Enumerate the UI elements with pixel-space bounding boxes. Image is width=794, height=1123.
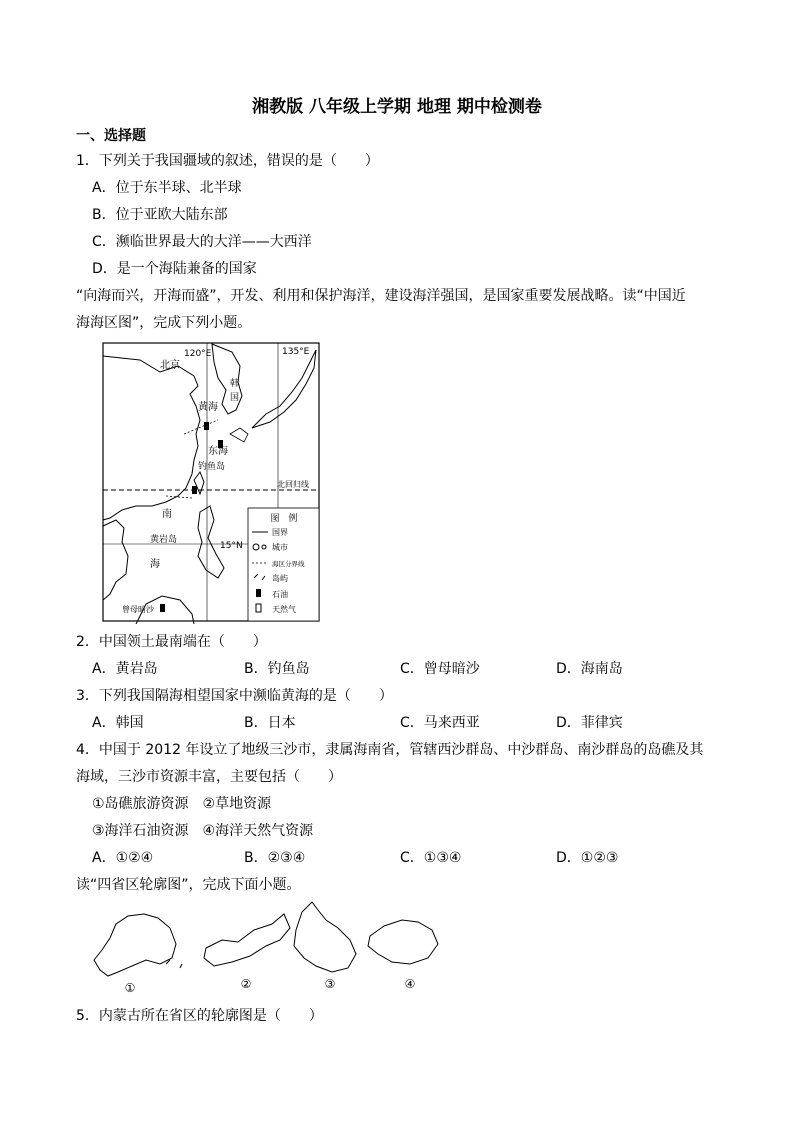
- question-2-stem: 2．中国领土最南端在（ ）: [76, 634, 267, 650]
- question-5-stem: 5．内蒙古所在省区的轮廓图是（ ）: [76, 1008, 323, 1024]
- outline-label-4: ④: [404, 977, 416, 991]
- question-3-option-d[interactable]: D．菲律宾: [556, 715, 623, 731]
- outline-4: [368, 920, 438, 964]
- legend-title: 图 例: [270, 514, 298, 524]
- map-label-huangyandao: 黄岩岛: [150, 535, 178, 545]
- section-heading: 一、选择题: [76, 128, 146, 144]
- question-4-option-d[interactable]: D．①②③: [556, 850, 619, 866]
- question-2-option-a[interactable]: A．黄岩岛: [92, 661, 158, 677]
- material-intro-line-2: 海海区图”，完成下列小题。: [76, 315, 252, 331]
- map-label-diaoyudao: 钓鱼岛: [198, 462, 226, 472]
- question-4-stem-line-2: 海域，三沙市资源丰富，主要包括（ ）: [76, 769, 342, 785]
- question-4-choices-line-2: ③海洋石油资源 ④海洋天然气资源: [92, 823, 314, 839]
- question-3-option-b[interactable]: B．日本: [244, 715, 296, 731]
- map-label-nanhai-2: 海: [150, 559, 160, 570]
- outline-1: [94, 914, 176, 976]
- page-title: 湘教版 八年级上学期 地理 期中检测卷: [252, 97, 542, 117]
- map-label-korea-1: 韩: [230, 379, 240, 389]
- map-label-nanhai-1: 南: [162, 509, 172, 520]
- outline-3: [294, 902, 356, 972]
- question-2-option-c[interactable]: C．曾母暗沙: [400, 661, 480, 677]
- question-2-option-b[interactable]: B．钓鱼岛: [244, 661, 310, 677]
- question-1-stem: 1．下列关于我国疆域的叙述，错误的是（ ）: [76, 153, 379, 169]
- question-4-option-b[interactable]: B．②③④: [244, 850, 306, 866]
- map-label-120e: 120°E: [184, 349, 212, 359]
- province-outlines: [88, 900, 444, 996]
- question-1-option-a[interactable]: A．位于东半球、北半球: [92, 180, 242, 196]
- map-label-beijing: 北京: [160, 360, 180, 371]
- map-label-zengmu: 曾母暗沙: [122, 605, 154, 614]
- question-3-option-c[interactable]: C．马来西亚: [400, 715, 480, 731]
- oil-marker: [192, 486, 197, 494]
- question-4-option-c[interactable]: C．①③④: [400, 850, 462, 866]
- question-3-stem: 3．下列我国隔海相望国家中濒临黄海的是（ ）: [76, 688, 393, 704]
- question-1-option-b[interactable]: B．位于亚欧大陆东部: [92, 207, 228, 223]
- outline-label-3: ③: [324, 977, 336, 991]
- question-1-option-d[interactable]: D．是一个海陆兼备的国家: [92, 261, 257, 277]
- map-label-135e: 135°E: [282, 347, 310, 357]
- question-4-stem-line-1: 4．中国于 2012 年设立了地级三沙市，隶属海南省，管辖西沙群岛、中沙群岛、南沙群岛的岛礁及其: [76, 742, 704, 758]
- legend-item: 国界: [272, 528, 288, 537]
- outline-label-1: ①: [124, 981, 136, 995]
- map-label-15n: 15°N: [220, 541, 243, 551]
- map-label-tropic: 北回归线: [277, 480, 309, 489]
- question-1-option-c[interactable]: C．濒临世界最大的大洋——大西洋: [92, 234, 312, 250]
- legend-item: 海区分界线: [272, 560, 305, 568]
- question-4-option-a[interactable]: A．①②④: [92, 850, 154, 866]
- china-seas-map: [100, 342, 322, 624]
- map-label-huanghai: 黄海: [198, 402, 218, 413]
- map-label-korea-2: 国: [230, 393, 240, 403]
- question-4-choices-line-1: ①岛礁旅游资源 ②草地资源: [92, 796, 272, 812]
- material-intro-line-1: “向海而兴，开海而盛”，开发、利用和保护海洋，建设海洋强国，是国家重要发展战略。读“中国近: [76, 288, 686, 304]
- oil-marker: [204, 422, 209, 430]
- material-intro-2: 读“四省区轮廓图”，完成下面小题。: [76, 877, 301, 893]
- map-label-donghai: 东海: [208, 446, 228, 457]
- oil-marker: [160, 604, 165, 612]
- legend-item: 城市: [272, 543, 288, 552]
- outline-label-2: ②: [240, 977, 252, 991]
- legend-item: 岛屿: [272, 574, 288, 583]
- legend-item: 石油: [272, 590, 288, 599]
- legend-item: 天然气: [272, 605, 296, 614]
- question-2-option-d[interactable]: D．海南岛: [556, 661, 623, 677]
- outline-2: [204, 914, 290, 966]
- question-3-option-a[interactable]: A．韩国: [92, 715, 144, 731]
